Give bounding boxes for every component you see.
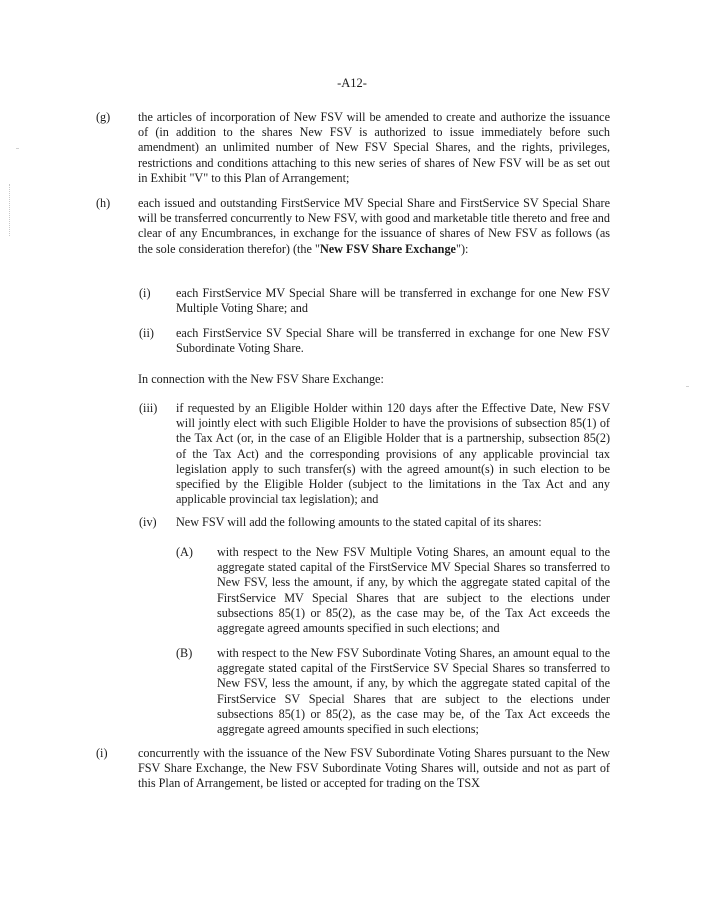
page-number: -A12-: [337, 76, 367, 90]
paragraph-h-label: (h): [96, 196, 111, 210]
scan-margin-mark: [9, 184, 11, 236]
paragraph-h-text-after: "):: [455, 241, 469, 256]
paragraph-h-text-before: each issued and outstanding FirstService MV Special Share and FirstService SV Special Share will be transferred concurrently to New FSV, with good and marketable title thereto and free and clear of any Encumbrances, in exchange for the issuance of shares of New FSV as follows (as the sole consideration therefor) (the ": [138, 196, 610, 256]
subparagraph-ii-label: (ii): [139, 326, 154, 340]
subparagraph-i-label: (i): [139, 286, 151, 300]
subparagraph-i-text: each FirstService MV Special Share will be transferred in exchange for one New FSV Multiple Voting Share; and: [176, 286, 610, 316]
subparagraph-ii-text: each FirstService SV Special Share will be transferred in exchange for one New FSV Subordinate Voting Share.: [176, 326, 610, 356]
paragraph-g-text: the articles of incorporation of New FSV will be amended to create and authorize the issuance of (in addition to the shares New FSV is authorized to issue immediately before such amendment) an unlimited number of New FSV Special Shares, and the rights, privileges, restrictions and conditions attaching to this new series of shares of New FSV will be as set out in Exhibit "V" to this Plan of Arrangement;: [138, 110, 610, 185]
paragraph-i-text: concurrently with the issuance of the New FSV Subordinate Voting Shares pursuant to the New FSV Share Exchange, the New FSV Subordinate Voting Shares will, outside and not as part of this Plan of Arrangement, be listed or accepted for trading on the TSX: [138, 746, 610, 791]
subparagraph-iv-text: New FSV will add the following amounts to the stated capital of its shares:: [176, 515, 542, 529]
paragraph-h-text: [138, 196, 610, 257]
clause-A-text: with respect to the New FSV Multiple Voting Shares, an amount equal to the aggregate stated capital of the FirstService MV Special Shares so transferred to New FSV, less the amount, if any, by which the aggregate stated capital of the FirstService MV Special Shares that are subject to the elections under subsections 85(1) or 85(2), as the case may be, of the Tax Act exceeds the aggregate agreed amounts specified in such elections; and: [217, 545, 610, 636]
subparagraph-iii-label: (iii): [139, 401, 158, 415]
clause-B-text: with respect to the New FSV Subordinate Voting Shares, an amount equal to the aggregate stated capital of the FirstService SV Special Shares so transferred to New FSV, less the amount, if any, by which the aggregate stated capital of the FirstService SV Special Shares that are subject to the elections under subsections 85(1) or 85(2), as the case may be, of the Tax Act exceeds the aggregate agreed amounts specified in such elections;: [217, 646, 610, 737]
defined-term-share-exchange: New FSV Share Exchange: [319, 241, 456, 256]
subparagraph-iii-text: if requested by an Eligible Holder within 120 days after the Effective Date, New FSV will jointly elect with such Eligible Holder to have the provisions of subsection 85(1) of the Tax Act (or, in the case of an Eligible Holder that is a partnership, subsection 85(2) of the Tax Act) and the corresponding provisions of any applicable provincial tax legislation apply to such transfer(s) with the agreed amount(s) in such election to be specified by the Eligible Holder (subject to the limitations in the Tax Act and any applicable provincial tax legislation); and: [176, 401, 610, 507]
clause-A-label: (A): [176, 545, 193, 559]
clause-B-label: (B): [176, 646, 193, 660]
paragraph-g-label: (g): [96, 110, 111, 124]
connection-intro: In connection with the New FSV Share Exchange:: [138, 372, 384, 386]
scan-tick: [686, 386, 689, 387]
scan-tick: [16, 148, 19, 149]
subparagraph-iv-label: (iv): [139, 515, 157, 529]
paragraph-i-label: (i): [96, 746, 108, 760]
